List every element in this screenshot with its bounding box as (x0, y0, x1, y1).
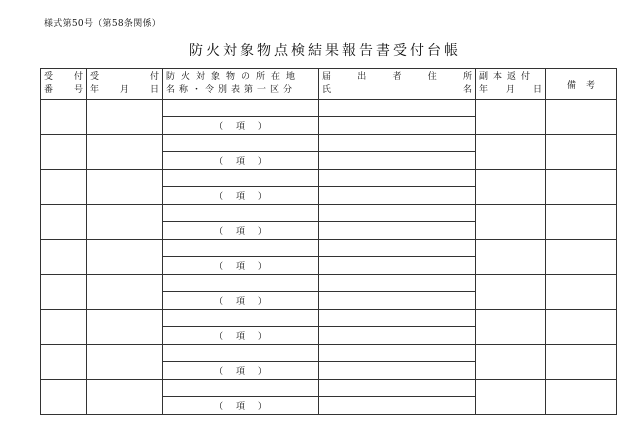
table-row (41, 380, 617, 415)
notifier-address-field[interactable] (319, 240, 475, 257)
receipt-number-cell[interactable] (41, 275, 87, 310)
notifier-address-field[interactable] (319, 380, 475, 397)
receipt-date-cell[interactable] (87, 170, 163, 205)
page-title: 防火対象物点検結果報告書受付台帳 (189, 43, 461, 59)
remarks-cell[interactable] (546, 135, 617, 170)
form-number: 様式第50号（第58条関係） (44, 19, 162, 29)
header-receipt-date: 受 付 年 月 日 (87, 69, 163, 100)
notifier-cell (319, 380, 476, 415)
property-category-label: （ 項 ） (214, 332, 267, 343)
property-location-field[interactable] (163, 135, 318, 152)
property-cell (163, 380, 319, 415)
receipt-number-cell[interactable] (41, 135, 87, 170)
notifier-address-field[interactable] (319, 205, 475, 222)
notifier-cell (319, 240, 476, 275)
property-cell (163, 205, 319, 240)
receipt-number-cell[interactable] (41, 240, 87, 275)
notifier-cell (319, 345, 476, 380)
copy-returned-cell[interactable] (476, 380, 546, 415)
notifier-cell (319, 135, 476, 170)
receipt-number-cell[interactable] (41, 310, 87, 345)
property-cell (163, 345, 319, 380)
notifier-cell (319, 170, 476, 205)
remarks-cell[interactable] (546, 310, 617, 345)
table-row (41, 205, 617, 240)
remarks-cell[interactable] (546, 205, 617, 240)
receipt-date-cell[interactable] (87, 310, 163, 345)
property-category-label: （ 項 ） (214, 192, 267, 203)
property-location-field[interactable] (163, 100, 318, 117)
notifier-cell (319, 310, 476, 345)
notifier-address-field[interactable] (319, 345, 475, 362)
remarks-cell[interactable] (546, 170, 617, 205)
notifier-name-field[interactable] (319, 362, 475, 380)
header-copy-returned: 副本返付 年 月 日 (476, 69, 546, 100)
notifier-name-field[interactable] (319, 222, 475, 240)
table-row (41, 100, 617, 135)
property-location-field[interactable] (163, 275, 318, 292)
copy-returned-cell[interactable] (476, 240, 546, 275)
header-remarks: 備考 (546, 69, 617, 100)
receipt-date-cell[interactable] (87, 345, 163, 380)
table-row (41, 310, 617, 345)
notifier-name-field[interactable] (319, 257, 475, 275)
copy-returned-cell[interactable] (476, 275, 546, 310)
notifier-address-field[interactable] (319, 170, 475, 187)
table-row (41, 345, 617, 380)
copy-returned-cell[interactable] (476, 100, 546, 135)
header-property: 防火対象物の所在地 名称・令別表第一区分 (163, 69, 319, 100)
property-category-label: （ 項 ） (214, 227, 267, 238)
receipt-date-cell[interactable] (87, 380, 163, 415)
notifier-name-field[interactable] (319, 292, 475, 310)
receipt-number-cell[interactable] (41, 100, 87, 135)
table-row (41, 275, 617, 310)
property-location-field[interactable] (163, 310, 318, 327)
receipt-date-cell[interactable] (87, 205, 163, 240)
receipt-number-cell[interactable] (41, 205, 87, 240)
remarks-cell[interactable] (546, 100, 617, 135)
header-receipt-number: 受 付 番 号 (41, 69, 87, 100)
remarks-cell[interactable] (546, 345, 617, 380)
receipt-number-cell[interactable] (41, 345, 87, 380)
property-category-label: （ 項 ） (214, 157, 267, 168)
notifier-address-field[interactable] (319, 100, 475, 117)
notifier-cell (319, 275, 476, 310)
ledger-table (40, 68, 617, 415)
copy-returned-cell[interactable] (476, 170, 546, 205)
notifier-cell (319, 100, 476, 135)
receipt-date-cell[interactable] (87, 240, 163, 275)
remarks-cell[interactable] (546, 240, 617, 275)
property-category-label: （ 項 ） (214, 262, 267, 273)
property-category-label: （ 項 ） (214, 402, 267, 413)
property-cell (163, 275, 319, 310)
remarks-cell[interactable] (546, 275, 617, 310)
table-row (41, 240, 617, 275)
property-category-label: （ 項 ） (214, 367, 267, 378)
copy-returned-cell[interactable] (476, 345, 546, 380)
notifier-name-field[interactable] (319, 187, 475, 205)
property-cell (163, 240, 319, 275)
notifier-name-field[interactable] (319, 117, 475, 135)
property-cell (163, 100, 319, 135)
property-location-field[interactable] (163, 205, 318, 222)
copy-returned-cell[interactable] (476, 310, 546, 345)
copy-returned-cell[interactable] (476, 205, 546, 240)
receipt-number-cell[interactable] (41, 380, 87, 415)
property-location-field[interactable] (163, 380, 318, 397)
receipt-date-cell[interactable] (87, 275, 163, 310)
property-category-label: （ 項 ） (214, 297, 267, 308)
table-row (41, 135, 617, 170)
property-cell (163, 135, 319, 170)
receipt-date-cell[interactable] (87, 135, 163, 170)
notifier-address-field[interactable] (319, 310, 475, 327)
property-category-label: （ 項 ） (214, 122, 267, 133)
property-location-field[interactable] (163, 240, 318, 257)
notifier-name-field[interactable] (319, 152, 475, 170)
receipt-date-cell[interactable] (87, 100, 163, 135)
notifier-address-field[interactable] (319, 275, 475, 292)
header-notifier: 届 出 者 住 所 氏 名 (319, 69, 476, 100)
notifier-cell (319, 205, 476, 240)
property-cell (163, 310, 319, 345)
header-row (41, 69, 617, 100)
table-row (41, 170, 617, 205)
copy-returned-cell[interactable] (476, 135, 546, 170)
receipt-number-cell[interactable] (41, 170, 87, 205)
property-location-field[interactable] (163, 345, 318, 362)
notifier-name-field[interactable] (319, 397, 475, 415)
remarks-cell[interactable] (546, 380, 617, 415)
property-cell (163, 170, 319, 205)
property-location-field[interactable] (163, 170, 318, 187)
notifier-name-field[interactable] (319, 327, 475, 345)
notifier-address-field[interactable] (319, 135, 475, 152)
